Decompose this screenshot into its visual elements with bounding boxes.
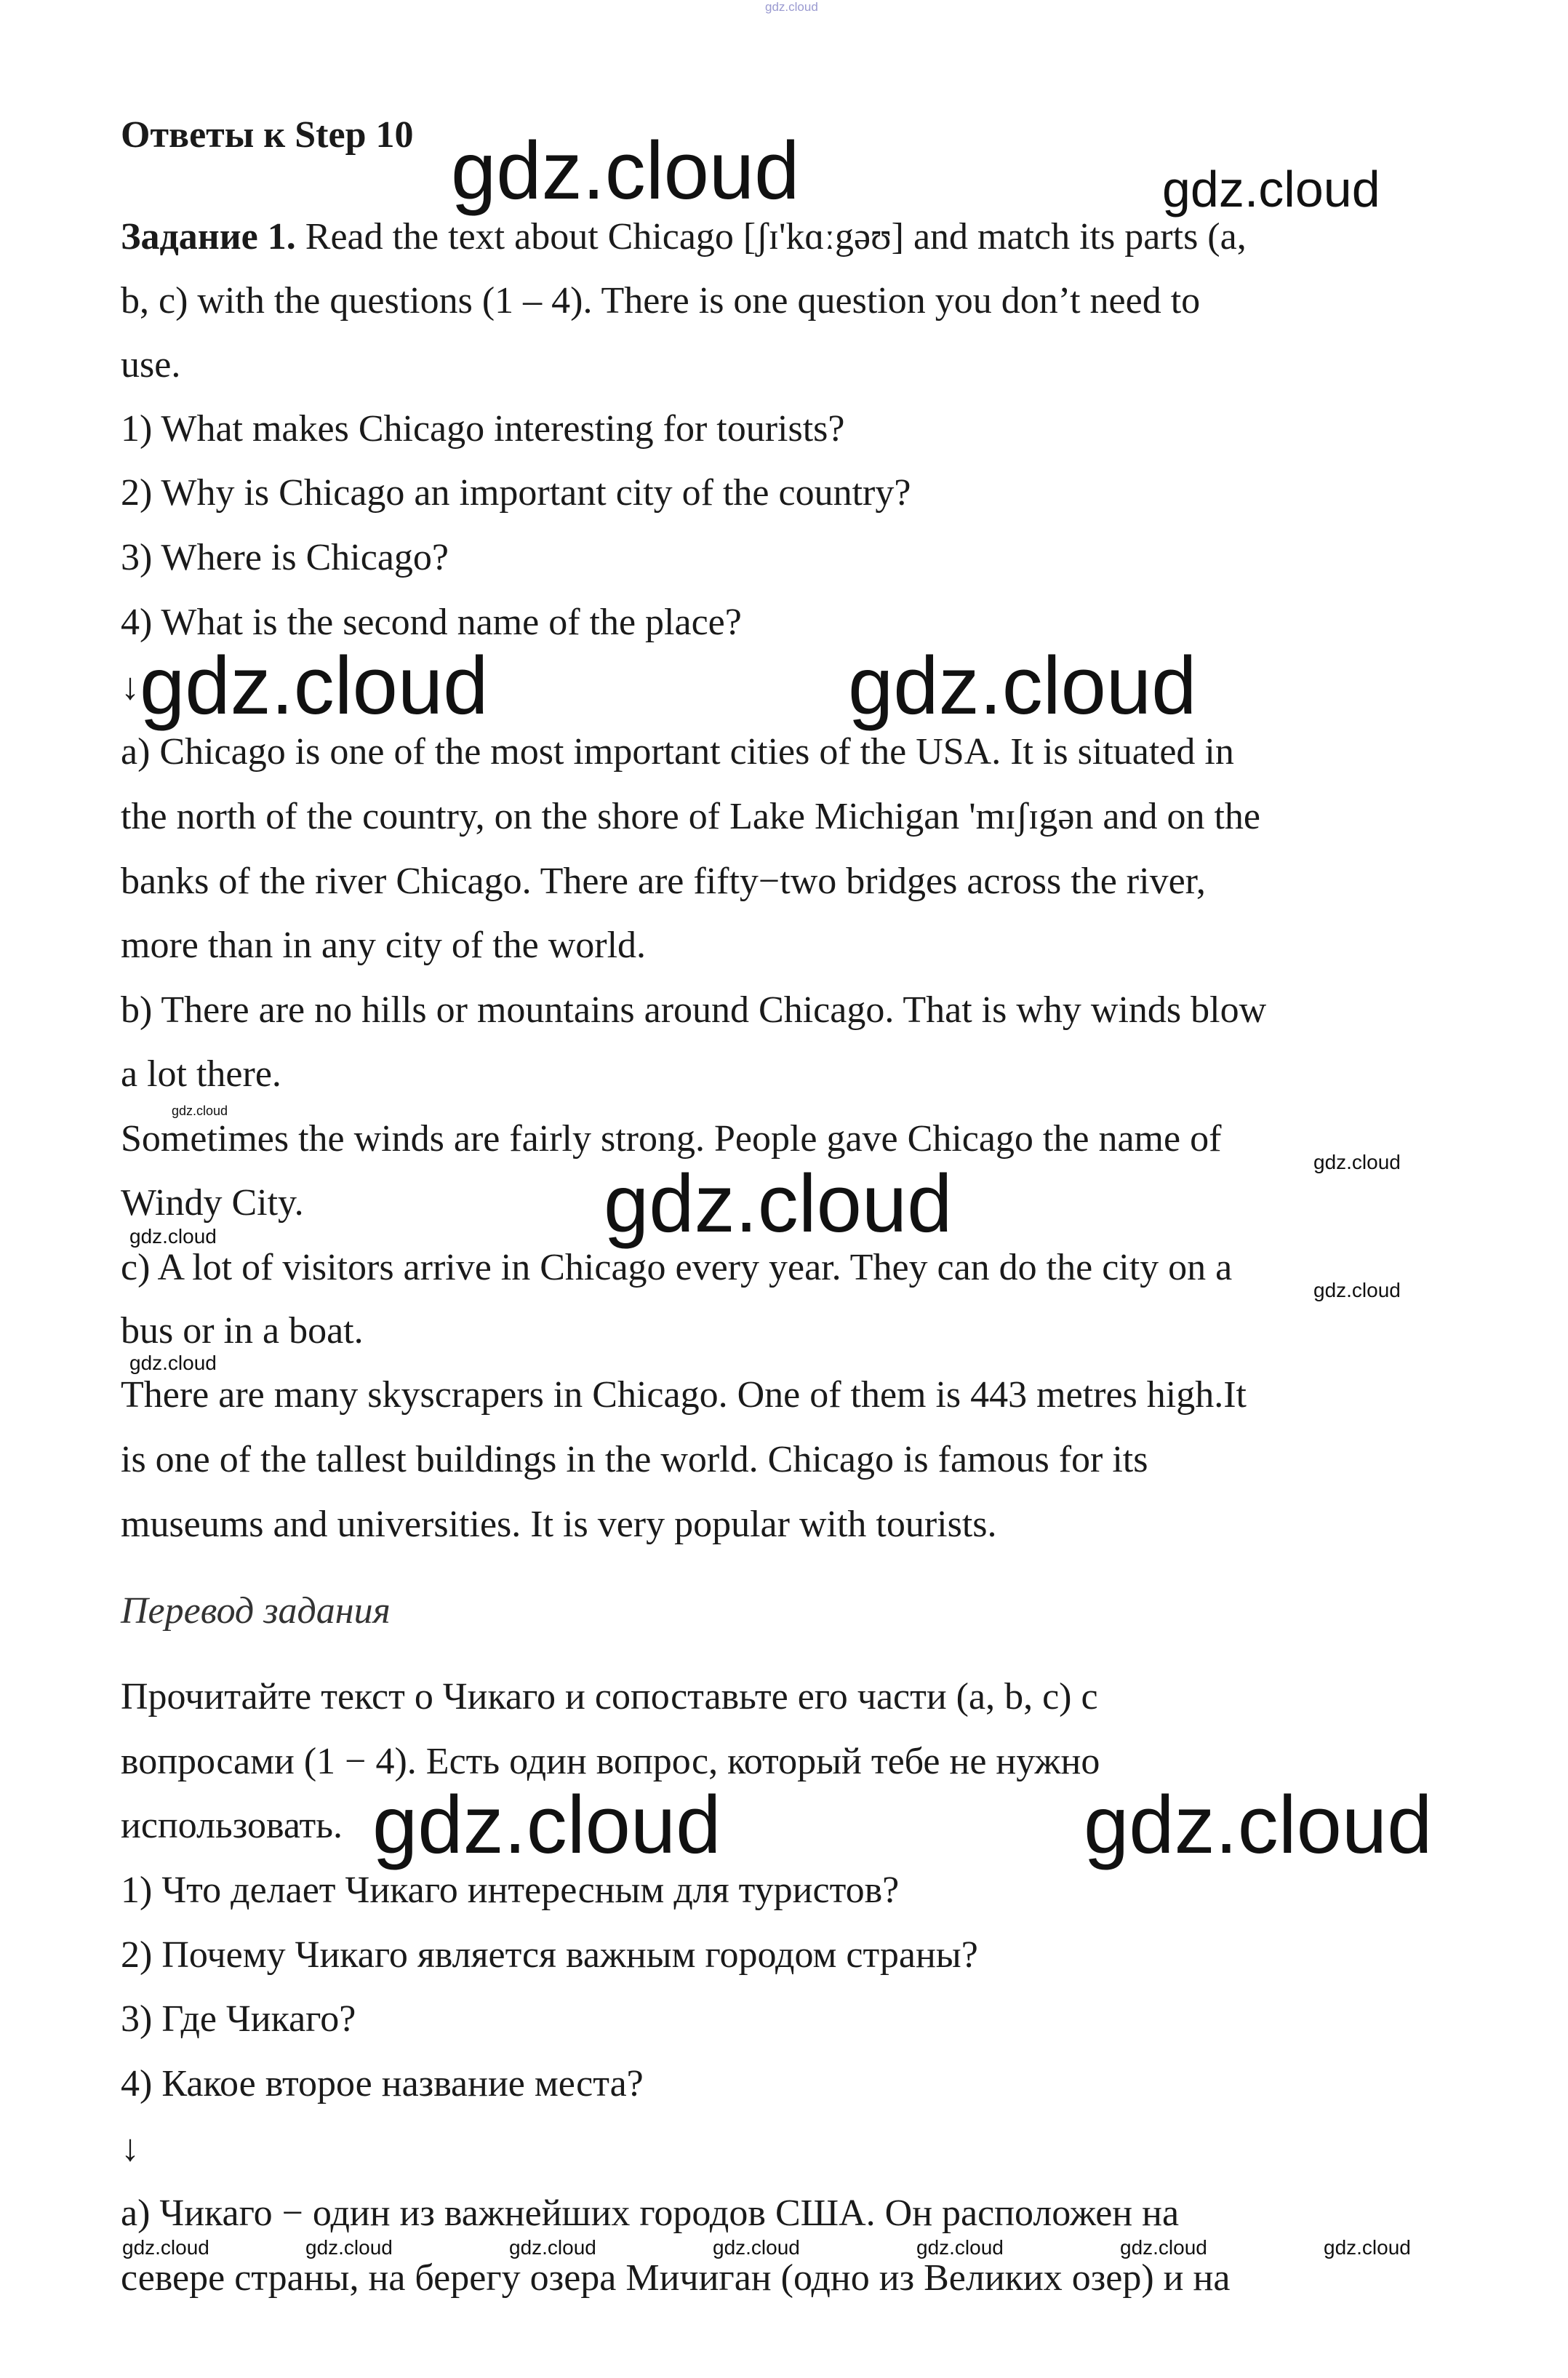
- task-intro-line-1: Задание 1. Read the text about Chicago [ʃɪ'kɑːgəʊ] and match its parts (a,: [121, 216, 1247, 258]
- translation-intro-line: Прочитайте текст о Чикаго и сопоставьте его части (a, b, c) с: [121, 1676, 1098, 1717]
- watermark: gdz.cloud: [140, 640, 489, 731]
- watermark: gdz.cloud: [129, 1225, 217, 1248]
- watermark: gdz.cloud: [1120, 2236, 1207, 2259]
- text-line: a lot there.: [121, 1053, 281, 1095]
- watermark: gdz.cloud: [129, 1352, 217, 1374]
- text-line: Windy City.: [121, 1182, 304, 1224]
- watermark: gdz.cloud: [713, 2236, 800, 2259]
- watermark: gdz.cloud: [1313, 1279, 1401, 1301]
- watermark: gdz.cloud: [916, 2236, 1004, 2259]
- text-line: b) There are no hills or mountains around Chicago. That is why winds blow: [121, 989, 1267, 1031]
- translation-question: 3) Где Чикаго?: [121, 1998, 356, 2040]
- translation-question: 4) Какое второе название места?: [121, 2063, 644, 2104]
- arrow-down-icon: ↓: [121, 2128, 140, 2169]
- watermark: gdz.cloud: [1162, 161, 1380, 218]
- watermark: gdz.cloud: [172, 1104, 228, 1118]
- translation-intro-line: вопросами (1 − 4). Есть один вопрос, который тебе не нужно: [121, 1741, 1100, 1782]
- text-line: the north of the country, on the shore of Lake Michigan 'mɪʃɪgən and on the: [121, 796, 1261, 837]
- translation-text-line: a) Чикаго − один из важнейших городов США. Он расположен на: [121, 2193, 1180, 2234]
- watermark: gdz.cloud: [1084, 1779, 1433, 1870]
- watermark: gdz.cloud: [451, 125, 800, 216]
- text-line: bus or in a boat.: [121, 1310, 364, 1352]
- text-line: banks of the river Chicago. There are fifty−two bridges across the river,: [121, 861, 1206, 902]
- top-watermark: gdz.cloud: [765, 0, 818, 14]
- watermark: gdz.cloud: [305, 2236, 393, 2259]
- text-line: more than in any city of the world.: [121, 925, 647, 966]
- arrow-down-icon: ↓: [121, 666, 140, 708]
- task-intro-line-3: use.: [121, 344, 181, 386]
- watermark: gdz.cloud: [372, 1779, 721, 1870]
- text-line: a) Chicago is one of the most important cities of the USA. It is situated in: [121, 731, 1234, 773]
- text-line: Sometimes the winds are fairly strong. People gave Chicago the name of: [121, 1118, 1222, 1160]
- task-label: Задание 1.: [121, 216, 296, 258]
- translation-question: 2) Почему Чикаго является важным городом страны?: [121, 1934, 978, 1976]
- question-item: 1) What makes Chicago interesting for tourists?: [121, 408, 845, 450]
- watermark: gdz.cloud: [1313, 1151, 1401, 1173]
- task-intro-line-2: b, c) with the questions (1 – 4). There is one question you don’t need to: [121, 280, 1201, 322]
- text-line: c) A lot of visitors arrive in Chicago every year. They can do the city on a: [121, 1247, 1233, 1288]
- watermark: gdz.cloud: [848, 640, 1197, 731]
- text-line: is one of the tallest buildings in the world. Chicago is famous for its: [121, 1439, 1148, 1480]
- translation-heading: Перевод задания: [121, 1590, 391, 1632]
- question-item: 2) Why is Chicago an important city of the country?: [121, 472, 911, 514]
- question-item: 3) Where is Chicago?: [121, 537, 449, 578]
- watermark: gdz.cloud: [1324, 2236, 1411, 2259]
- page-title: Ответы к Step 10: [121, 114, 414, 156]
- text-line: There are many skyscrapers in Chicago. One of them is 443 metres high.It: [121, 1374, 1247, 1416]
- watermark: gdz.cloud: [604, 1158, 953, 1249]
- text-line: museums and universities. It is very popular with tourists.: [121, 1504, 997, 1545]
- watermark: gdz.cloud: [122, 2236, 209, 2259]
- translation-text-line: севере страны, на берегу озера Мичиган (одно из Великих озер) и на: [121, 2257, 1231, 2299]
- translation-intro-line: использовать.: [121, 1805, 343, 1846]
- question-item: 4) What is the second name of the place?: [121, 602, 742, 643]
- translation-question: 1) Что делает Чикаго интересным для туристов?: [121, 1870, 900, 1911]
- watermark: gdz.cloud: [509, 2236, 596, 2259]
